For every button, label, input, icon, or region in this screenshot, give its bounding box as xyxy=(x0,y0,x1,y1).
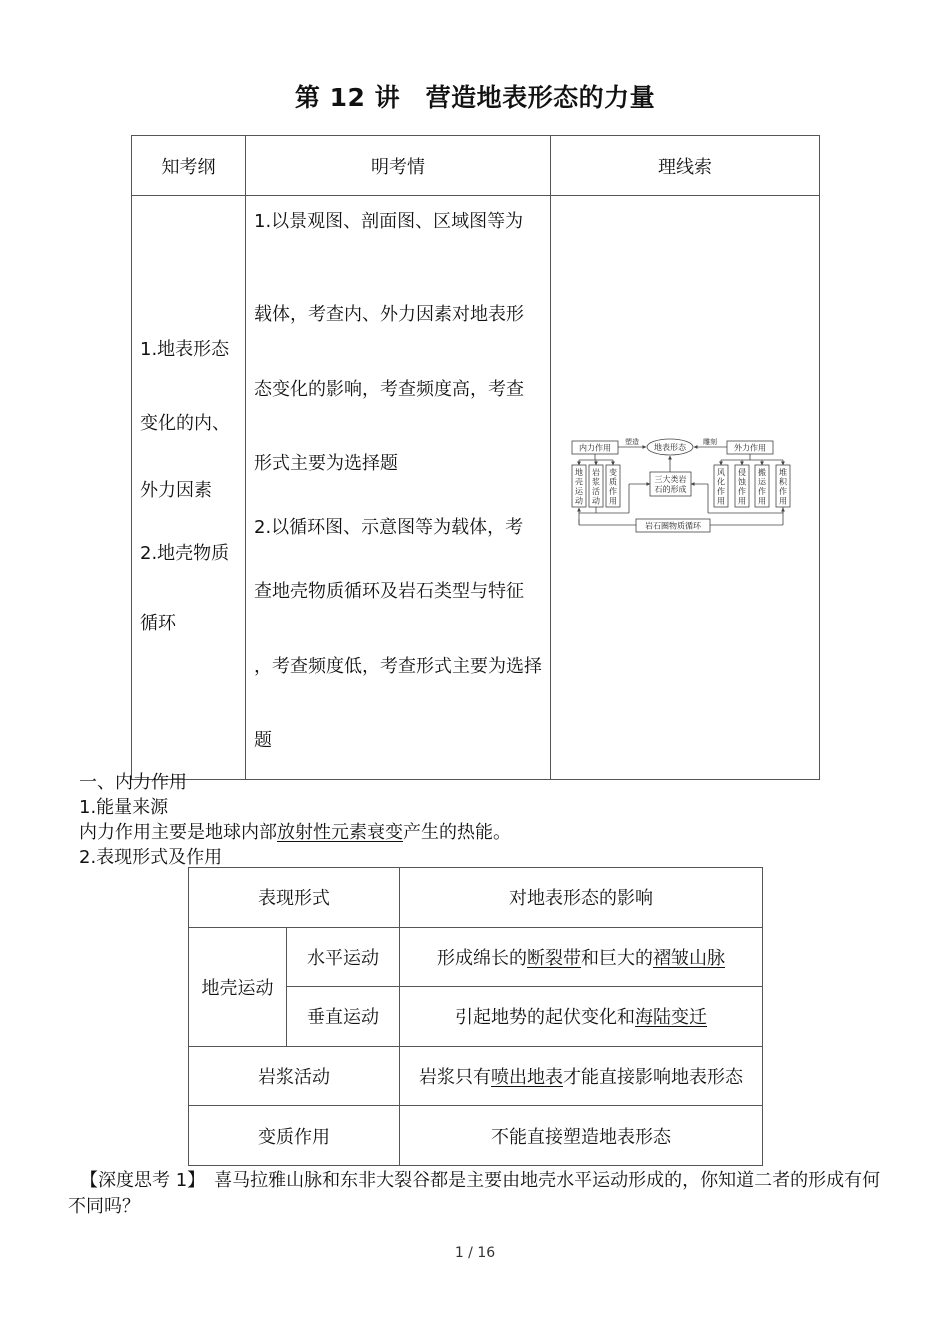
internal-item-char: 质 xyxy=(609,477,617,487)
magma-effect-post: 才能直接影响地表形态 xyxy=(563,1067,743,1089)
overview-table xyxy=(131,135,820,780)
crust-movement-cell: 地壳运动 xyxy=(189,927,287,1046)
vertical-effect-sea-land: 海陆变迁 xyxy=(635,1007,707,1029)
header-clue: 理线索 xyxy=(551,136,820,196)
clue-diagram xyxy=(569,436,801,538)
exam-line: 1.以景观图、剖面图、区域图等为 xyxy=(254,211,524,232)
deep-thinking-label: 【深度思考 1】 xyxy=(80,1170,197,1191)
rock-line: 石的形成 xyxy=(654,485,687,495)
horizontal-effect-fault: 断裂带 xyxy=(527,947,581,969)
syllabus-line: 循环 xyxy=(140,613,176,635)
energy-pre: 内力作用主要是地球内部 xyxy=(79,822,277,843)
center-label: 地表形态 xyxy=(654,443,686,453)
external-item-char: 用 xyxy=(738,496,746,506)
syllabus-line: 外力因素 xyxy=(140,480,212,502)
forms-header-form: 表现形式 xyxy=(189,868,400,928)
magma-activity-cell: 岩浆活动 xyxy=(189,1046,400,1106)
exam-line: ，考查频度低，考查形式主要为选择 xyxy=(254,655,542,677)
internal-item-char: 浆 xyxy=(592,477,600,487)
header-syllabus: 知考纲 xyxy=(132,136,246,196)
internal-item-char: 活 xyxy=(592,487,600,497)
external-label: 外力作用 xyxy=(734,443,766,453)
forms-header-effect: 对地表形态的影响 xyxy=(400,868,763,928)
external-item-char: 侵 xyxy=(738,468,746,478)
magma-effect-cell xyxy=(400,1046,763,1106)
deep-thinking xyxy=(68,1168,888,1220)
page-title: 第 12 讲 营造地表形态的力量 xyxy=(294,83,656,112)
subheading-forms: 2.表现形式及作用 xyxy=(79,847,223,868)
internal-label: 内力作用 xyxy=(579,443,611,453)
syllabus-line: 变化的内、 xyxy=(140,413,230,435)
horizontal-effect-fold: 褶皱山脉 xyxy=(653,947,725,969)
external-item-char: 运 xyxy=(758,477,766,487)
external-item-char: 蚀 xyxy=(738,477,746,487)
vertical-effect-pre: 引起地势的起伏变化和 xyxy=(455,1007,635,1029)
external-item-char: 作 xyxy=(717,487,725,497)
external-item-char: 搬 xyxy=(758,468,766,478)
energy-post: 产生的热能。 xyxy=(403,822,511,843)
forms-table xyxy=(188,867,763,1166)
vertical-movement-cell: 垂直运动 xyxy=(287,987,400,1047)
horizontal-effect-pre: 形成绵长的 xyxy=(437,947,527,969)
rock-line: 三大类岩 xyxy=(654,475,687,485)
internal-item-char: 岩 xyxy=(592,468,600,478)
internal-item-char: 壳 xyxy=(575,477,583,487)
page-number: 1 / 16 xyxy=(454,1245,496,1261)
internal-item-char: 变 xyxy=(609,468,617,478)
exam-line: 形式主要为选择题 xyxy=(254,453,398,474)
metamorphism-cell: 变质作用 xyxy=(189,1106,400,1166)
syllabus-line: 1.地表形态 xyxy=(140,339,230,361)
external-item-char: 风 xyxy=(717,468,725,478)
internal-item-char: 动 xyxy=(575,496,583,506)
syllabus-line: 2.地壳物质 xyxy=(140,543,230,565)
internal-item-char: 用 xyxy=(609,496,617,506)
external-item-char: 用 xyxy=(758,496,766,506)
cycle-label: 岩石圈物质循环 xyxy=(645,521,701,531)
internal-item-char: 运 xyxy=(575,487,583,497)
external-item-char: 作 xyxy=(738,487,746,497)
header-exam: 明考情 xyxy=(246,136,551,196)
magma-effect-pre: 岩浆只有 xyxy=(419,1067,491,1089)
external-item-char: 积 xyxy=(779,477,787,487)
deep-thinking-text: 喜马拉雅山脉和东非大裂谷都是主要由地壳水平运动形成的，你知道二者的形成有何不同吗？ xyxy=(68,1170,881,1217)
horizontal-effect-cell xyxy=(400,927,763,987)
external-item-char: 用 xyxy=(717,496,725,506)
exam-line: 态变化的影响，考查频度高，考查 xyxy=(254,378,524,400)
external-item-char: 用 xyxy=(779,496,787,506)
external-item-char: 作 xyxy=(758,487,766,497)
horizontal-movement-cell: 水平运动 xyxy=(287,927,400,987)
syllabus-cell xyxy=(132,196,246,780)
internal-item-char: 地 xyxy=(575,468,583,478)
exam-line: 载体，考查内、外力因素对地表形 xyxy=(254,304,524,325)
internal-item-char: 动 xyxy=(592,496,600,506)
shape-label: 塑造 xyxy=(625,438,639,447)
clue-diagram-cell xyxy=(551,196,820,780)
exam-cell xyxy=(246,196,551,780)
exam-line: 题 xyxy=(254,730,272,751)
carve-label: 雕刻 xyxy=(703,438,717,447)
external-item-char: 化 xyxy=(717,477,725,487)
external-item-char: 作 xyxy=(779,487,787,497)
energy-sentence xyxy=(79,818,511,844)
exam-line: 查地壳物质循环及岩石类型与特征 xyxy=(254,581,524,602)
metamorphism-effect-cell: 不能直接塑造地表形态 xyxy=(400,1106,763,1166)
external-item-char: 堆 xyxy=(779,468,787,478)
vertical-effect-cell xyxy=(400,987,763,1047)
energy-underlined: 放射性元素衰变 xyxy=(277,822,403,843)
exam-line: 2.以循环图、示意图等为载体，考 xyxy=(254,517,524,538)
horizontal-effect-mid: 和巨大的 xyxy=(581,947,653,969)
internal-item-char: 作 xyxy=(609,487,617,497)
section-heading: 一、内力作用 xyxy=(79,772,187,793)
magma-effect-erupt: 喷出地表 xyxy=(491,1067,563,1089)
subheading-energy: 1.能量来源 xyxy=(79,797,169,818)
